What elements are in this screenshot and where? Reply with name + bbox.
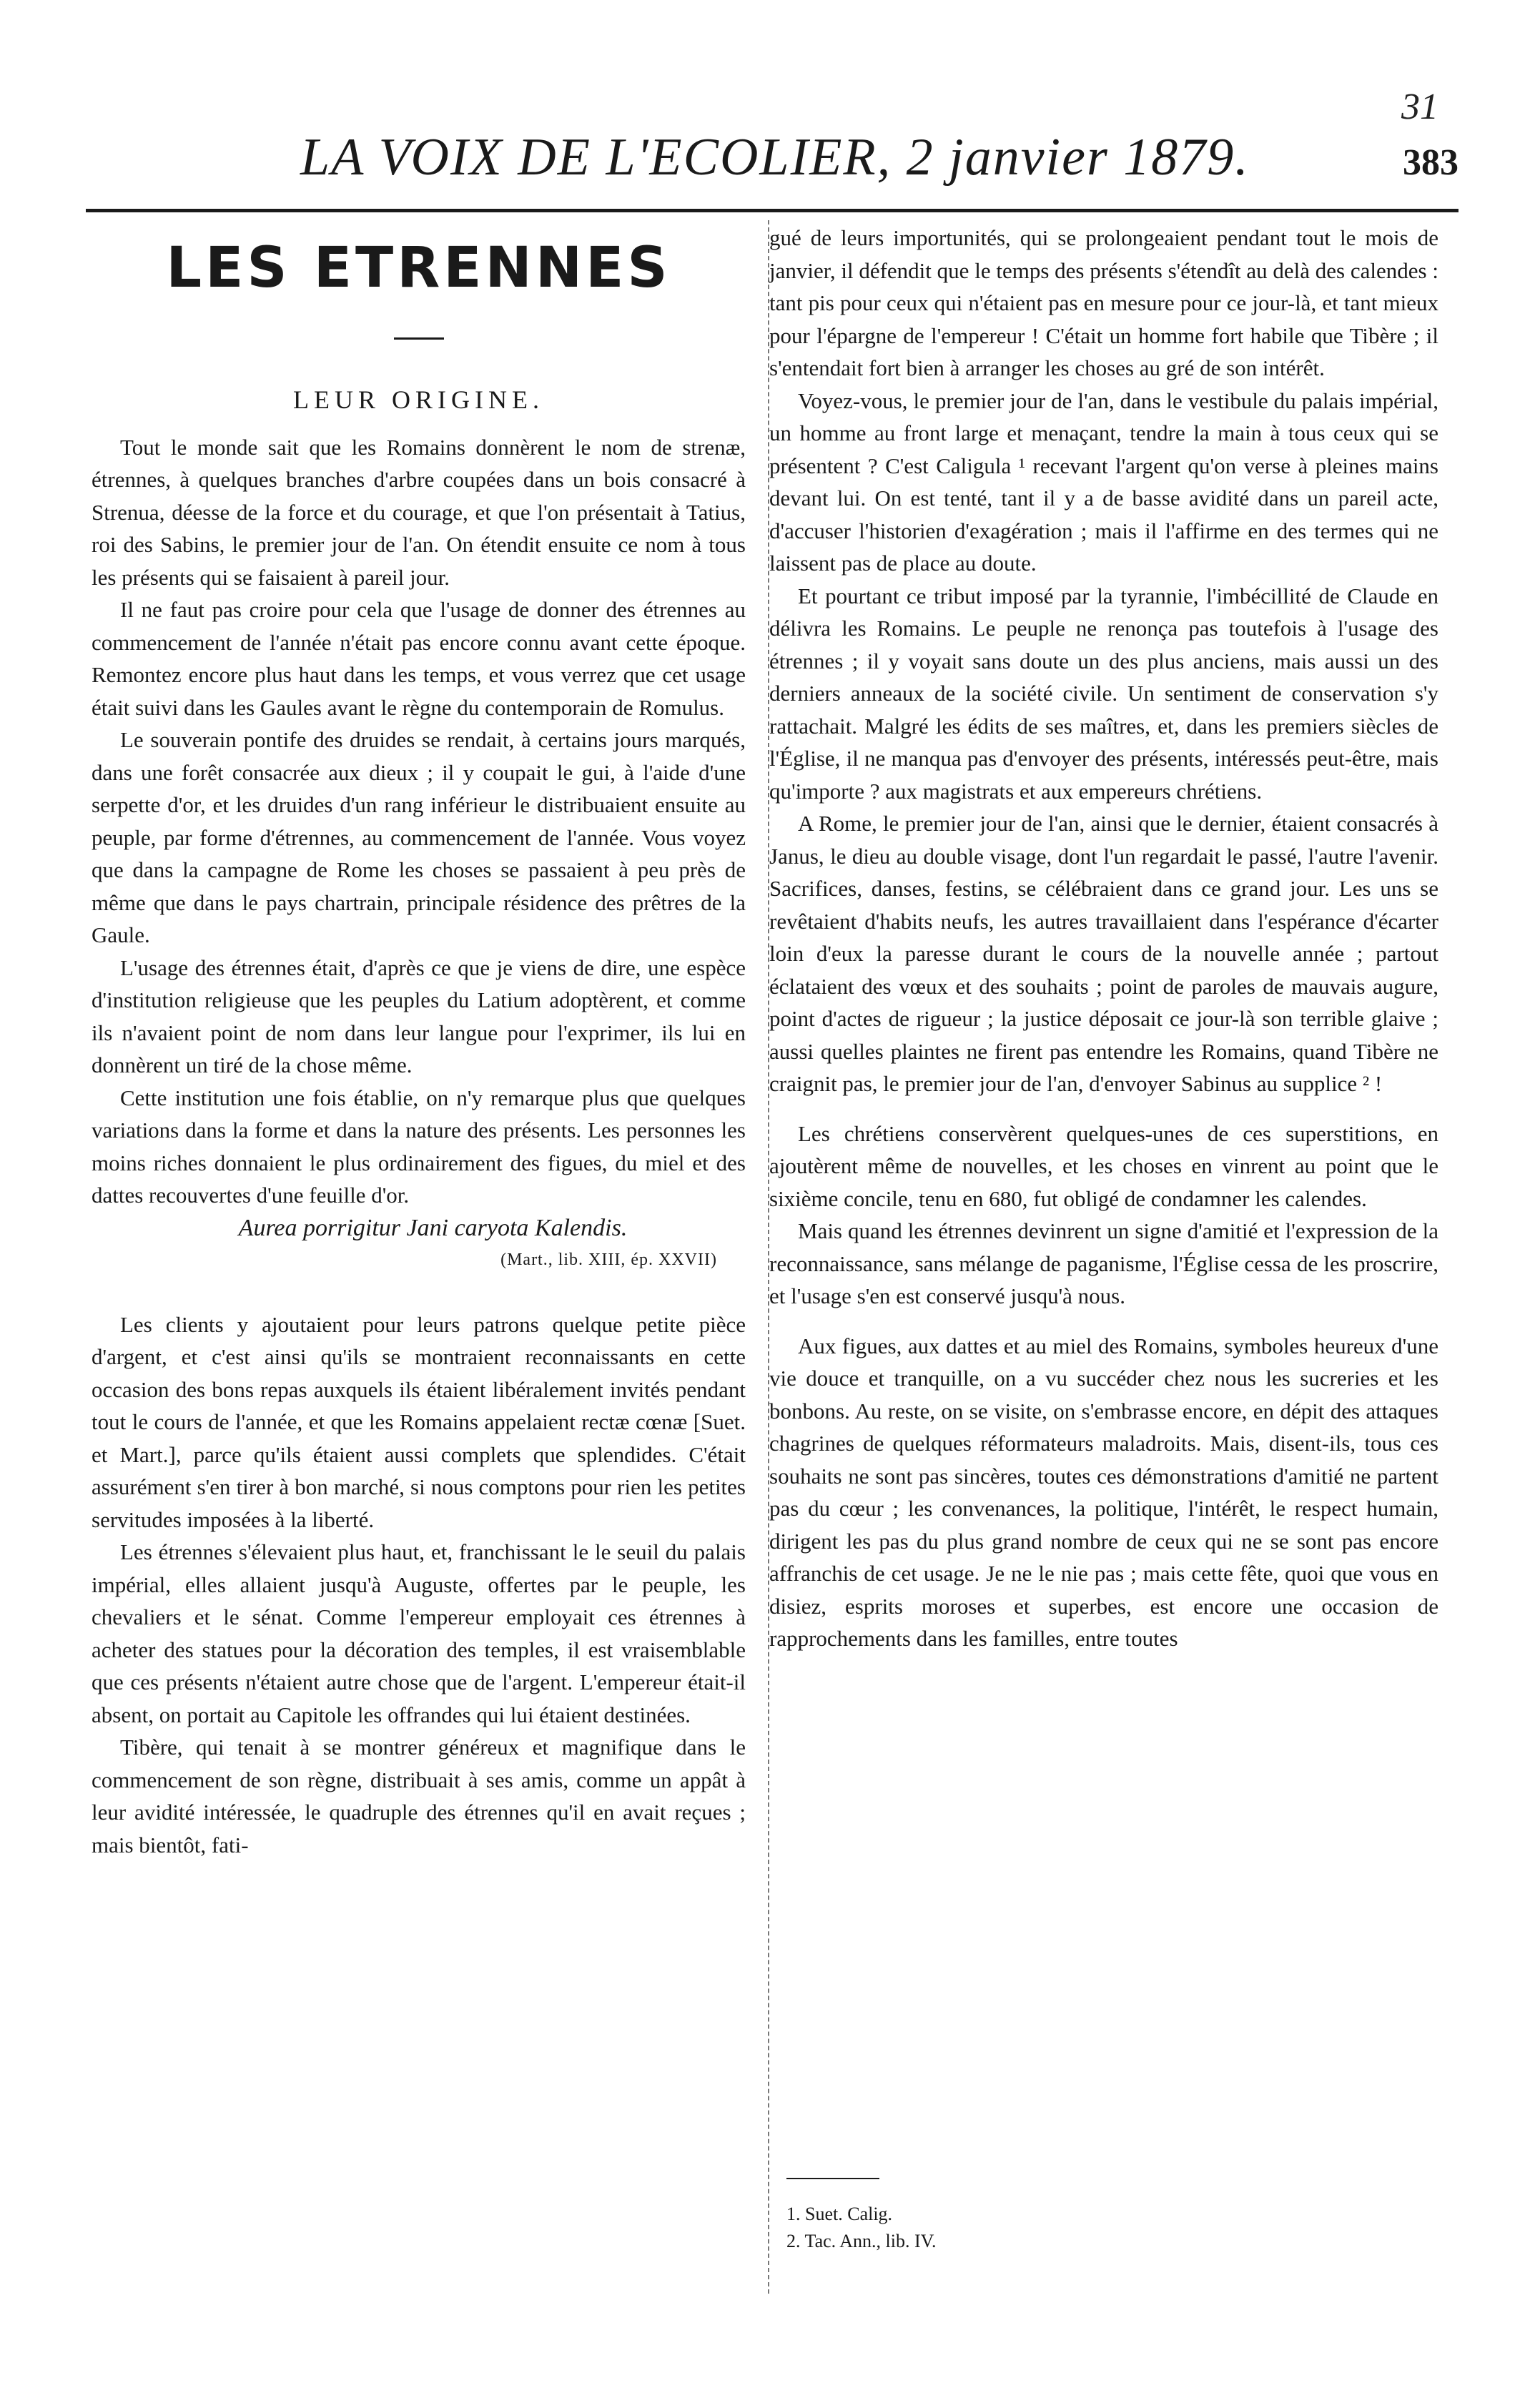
footnotes (786, 2178, 1430, 2255)
paragraph: Les clients y ajoutaient pour leurs patrons quelque petite pièce d'argent, et c'est ainsi qu'ils se montraient reconnaissants en cette occasion des bons repas auxquels ils étaient libéralement invités pendant tout le cours de l'année, et que les Romains appelaient rectæ cœnæ [Suet. et Mart.], parce qu'ils étaient aussi complets que splendides. C'était assurément s'en tirer à bon marché, si nous comptons pour rien les petites servitudes imposées à la liberté. (92, 1311, 746, 1532)
latin-quote: Aurea porrigitur Jani caryota Kalendis. (238, 1214, 628, 1241)
paragraph: A Rome, le premier jour de l'an, ainsi que le dernier, étaient consacrés à Janus, le dieu au double visage, dont l'un regardait le passé, l'autre l'avenir. Sacrifices, danses, festins, se célébraient dans ce grand jour. Les uns se revêtaient d'habits neufs, les autres travaillaient dans l'espérance d'écarter loin d'eux la paresse durant le cours de la nouvelle année ; partout éclataient des vœux et des souhaits ; point de paroles de mauvais augure, point d'actes de rigueur ; la justice déposait ce jour-là son terrible glaive ; aussi quelles plaintes ne firent pas entendre les Romains, quand Tibère ne craignit pas, le premier jour de l'an, d'envoyer Sabinus au supplice ² ! (769, 811, 1438, 1096)
paragraph: Voyez-vous, le premier jour de l'an, dans le vestibule du palais impérial, un homme au front large et menaçant, tendre la main à tous ceux qui se présentent ? C'est Caligula ¹ recevant l'argent qu'on verse à pleines mains devant lui. On est tenté, tant il y a de basse avidité dans un pareil acte, d'accuser l'historien d'exagération ; mais il l'affirme en des termes qui ne laissent pas de place au doute. (769, 388, 1438, 576)
paragraph: Aux figues, aux dattes et au miel des Romains, symboles heureux d'une vie douce et tranquille, on a vu succéder chez nous les sucreries et les bonbons. Au reste, on se visite, on s'embrasse encore, en dépit des attaques chagrines de quelques réformateurs maladroits. Mais, disent-ils, tous ces souhaits ne sont pas sincères, toutes ces démonstrations d'amitié ne partent pas du cœur ; les convenances, la politique, l'intérêt, le respect humain, dirigent les pas du plus grand nombre de ceux qui ne se sont pas encore affranchis de cet usage. Je ne le nie pas ; mais cette fête, quoi que vous en disiez, esprits moroses et superbes, est encore une occasion de rapprochements dans les familles, entre toutes (769, 1333, 1438, 1651)
paragraph: gué de leurs importunités, qui se prolongeaient pendant tout le mois de janvier, il défendit que le temps des présents s'étendît au delà des calendes : tant pis pour ceux qui n'étaient pas en mesure pour ce jour-là, et tant mieux pour l'épargne de l'empereur ! C'était un homme fort habile que Tibère ; il s'entendait fort bien à arranger les choses au gré de son intérêt. (769, 225, 1438, 380)
paragraph: Le souverain pontife des druides se rendait, à certains jours marqués, dans une forêt consacrée aux dieux ; il y coupait le gui, à l'aide d'une serpette d'or, et les druides d'un rang inférieur le distribuaient ensuite au peuple, par forme d'étrennes, au commencement de l'année. Vous voyez que dans la campagne de Rome les choses se passaient à peu près de même que dans le pays chartrain, principale résidence des prêtres de la Gaule. (92, 727, 746, 947)
left-column (92, 222, 746, 1861)
page-header (86, 127, 1458, 199)
quote-source: (Mart., lib. XIII, ép. XXVII) (500, 1250, 717, 1269)
title-rule (394, 337, 444, 340)
paragraph: Cette institution une fois établie, on n'y remarque plus que quelques variations dans la forme et dans la nature des présents. Les personnes les moins riches donnaient le plus ordinairement des figues, du miel et des dattes recouvertes d'une feuille d'or. (92, 1085, 746, 1208)
footnote: 2. Tac. Ann., lib. IV. (786, 2231, 937, 2251)
running-title: LA VOIX DE L'ECOLIER, 2 janvier 1879. (300, 128, 1250, 187)
paragraph: Tibère, qui tenait à se montrer généreux et magnifique dans le commencement de son règne, distribuait à ses amis, comme un appât à leur avidité intéressée, le quadruple des étrennes qu'il en avait reçues ; mais bientôt, fati- (92, 1735, 746, 1857)
article-subtitle: LEUR ORIGINE. (293, 385, 544, 414)
footnote-rule (786, 2178, 879, 2179)
paragraph: Les étrennes s'élevaient plus haut, et, franchissant le le seuil du palais impérial, elles allaient jusqu'à Auguste, offertes par le peuple, les chevaliers et le sénat. Comme l'empereur employait ces étrennes à acheter des statues pour la décoration des temples, il est vraisemblable que ces présents n'étaient autre chose que de l'argent. L'empereur était-il absent, on portait au Capitole les offrandes qui lui étaient destinées. (92, 1539, 746, 1727)
paragraph: Les chrétiens conservèrent quelques-unes de ces superstitions, en ajoutèrent même de nouvelles, et les choses en vinrent au point que le sixième concile, tenu en 680, fut obligé de condamner les calendes. (769, 1120, 1438, 1211)
header-rule (86, 209, 1458, 212)
handwritten-page-annotation: 31 (1401, 87, 1438, 127)
paragraph: Et pourtant ce tribut imposé par la tyrannie, l'imbécillité de Claude en délivra les Romains. Le peuple ne renonça pas toutefois à l'usage des étrennes ; il y voyait sans doute un des plus anciens, mais aussi un des derniers anneaux de la société civile. Un sentiment de conservation s'y rattachait. Malgré les édits de ses maîtres, et, dans les premiers siècles de l'Église, il ne manqua pas d'envoyer des présents, intéressés peut-être, mais qu'importe ? aux magistrats et aux empereurs chrétiens. (769, 583, 1438, 804)
article-title: LES ETRENNES (166, 236, 671, 300)
page-number: 383 (1403, 142, 1458, 183)
right-column (769, 222, 1438, 1655)
footnote: 1. Suet. Calig. (786, 2204, 893, 2224)
paragraph: Tout le monde sait que les Romains donnèrent le nom de strenæ, étrennes, à quelques branches d'arbre coupées dans un bois consacré à Strenua, déesse de la force et du courage, et que l'on présentait à Tatius, roi des Sabins, le premier jour de l'an. On étendit ensuite ce nom à tous les présents qui se faisaient à pareil jour. (92, 434, 746, 590)
paragraph: L'usage des étrennes était, d'après ce que je viens de dire, une espèce d'institution religieuse que les peuples du Latium adoptèrent, et comme ils n'avaient point de nom dans leur langue pour l'exprimer, ils lui en donnèrent un tiré de la chose même. (92, 954, 746, 1077)
paragraph: Mais quand les étrennes devinrent un signe d'amitié et l'expression de la reconnaissance, sans mélange de paganisme, l'Église cessa de les proscrire, et l'usage s'en est conservé jusqu'à nous. (769, 1218, 1438, 1308)
paragraph: Il ne faut pas croire pour cela que l'usage de donner des étrennes au commencement de l'année n'était pas encore connu avant cette époque. Remontez encore plus haut dans les temps, et vous verrez que cet usage était suivi dans les Gaules avant le règne du contemporain de Romulus. (92, 597, 746, 720)
